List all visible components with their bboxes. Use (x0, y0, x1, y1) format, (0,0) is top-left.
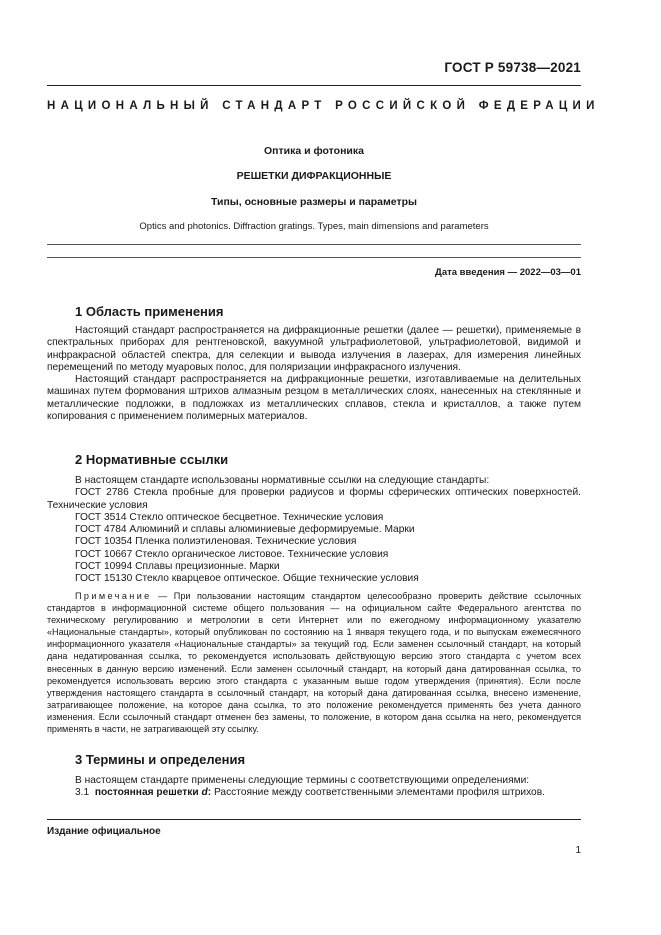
page-number: 1 (575, 845, 581, 856)
reference-item: ГОСТ 10667 Стекло органическое листовое. Технические условия (75, 548, 389, 560)
section-2-heading: 2 Нормативные ссылки (75, 452, 229, 467)
references-intro: В настоящем стандарте использованы нормативные ссылки на следующие стандарты: (75, 475, 490, 486)
footer-divider (47, 819, 581, 820)
section-1-heading: 1 Область применения (75, 304, 224, 319)
section-3-heading: 3 Термины и определения (75, 752, 246, 767)
term-symbol: d (201, 787, 208, 799)
subtitle: Типы, основные размеры и параметры (210, 196, 418, 208)
reference-item: ГОСТ 2786 Стекла пробные для проверки радиусов и формы сферических оптических поверхностей. Технические условия (47, 487, 581, 511)
reference-item: ГОСТ 10994 Сплавы прецизионные. Марки (75, 561, 280, 573)
reference-item: ГОСТ 3514 Стекло оптическое бесцветное. Технические условия (75, 511, 384, 523)
section-2-body (47, 475, 581, 586)
document-number: ГОСТ Р 59738—2021 (444, 60, 581, 75)
term-definition: Расстояние между соответственными элементами профиля штрихов. (211, 787, 545, 799)
title-divider-top (47, 244, 581, 245)
introduction-date: Дата введения — 2022—03—01 (435, 267, 581, 278)
paragraph: Настоящий стандарт распространяется на дифракционные решетки (далее — решетки), применяемые в спектральных приборах для рентгеновской, вакуумной ультрафиолетовой, ультрафиолетовой, видимой и инфракрасной областей спектра, для селекции и вывода излучения в лазерах, для измерения линейных перемещений по методу муаровых полос, для поляризации инфракрасного излучения. (47, 325, 581, 373)
terms-intro: В настоящем стандарте применены следующие термины с соответствующими определениями: (75, 775, 530, 786)
term-entry (47, 787, 581, 799)
term-name: постоянная решетки (94, 787, 199, 799)
paragraph: Настоящий стандарт распространяется на дифракционные решетки, изготавливаемые на делительных машинах путем формования штрихов алмазным резцом в металлических слоях, нанесенных на стеклянные и металлические подложки, в подложках из металлических сплавов, стекла и кристаллов, а также путем копирования с применением полимерных материалов. (47, 374, 581, 423)
term-number: 3.1 (75, 787, 90, 799)
national-standard-title: НАЦИОНАЛЬНЫЙ СТАНДАРТ РОССИЙСКОЙ ФЕДЕРАЦИИ (47, 100, 600, 112)
edition-label: Издание официальное (47, 826, 161, 837)
subject-area: Оптика и фотоника (263, 145, 364, 157)
main-title: РЕШЕТКИ ДИФРАКЦИОННЫЕ (236, 170, 392, 182)
term-colon: : (207, 787, 212, 799)
note-text: — При пользовании настоящим стандартом целесообразно проверить действие ссылочных стандартов в информационной системе общего пользования — на официальном сайте Федерального агентства по техническому регулированию и метрологии в сети Интернет или по ежегодному информационному указателю «Национальные стандарты», который опубликован по состоянию на 1 января текущего года, и по выпускам ежемесячного информационного указателя «Национальные стандарты» за текущий год. Если заменен ссылочный стандарт, на который дана недатированная ссылка, то рекомендуется использовать действующую версию этого стандарта с учетом всех внесенных в данную версию изменений. Если заменен ссылочный стандарт, на который дана датированная ссылка, то рекомендуется использовать версию этого стандарта с указанным выше годом утверждения (принятия). Если после утверждения настоящего стандарта в ссылочный стандарт, на который дана датированная ссылка, внесено изменение, затрагивающее положение, на которое дана ссылка, то это положение рекомендуется применять без учета данного изменения. Если ссылочный стандарт отменен без замены, то положение, в котором дана ссылка на него, рекомендуется применять в части, не затрагивающей эту ссылку. (47, 591, 581, 735)
section-1-body (47, 325, 581, 423)
reference-item: ГОСТ 15130 Стекло кварцевое оптическое. Общие технические условия (75, 573, 419, 585)
note-label: Примечание (75, 591, 152, 601)
section-3-body (47, 775, 581, 800)
title-divider-bottom (47, 257, 581, 258)
references-note (47, 590, 581, 735)
reference-item: ГОСТ 10354 Пленка полиэтиленовая. Технические условия (75, 536, 357, 548)
english-title: Optics and photonics. Diffraction gratings. Types, main dimensions and parameters (139, 221, 489, 232)
reference-item: ГОСТ 4784 Алюминий и сплавы алюминиевые деформируемые. Марки (75, 524, 415, 536)
header-divider (47, 85, 581, 86)
